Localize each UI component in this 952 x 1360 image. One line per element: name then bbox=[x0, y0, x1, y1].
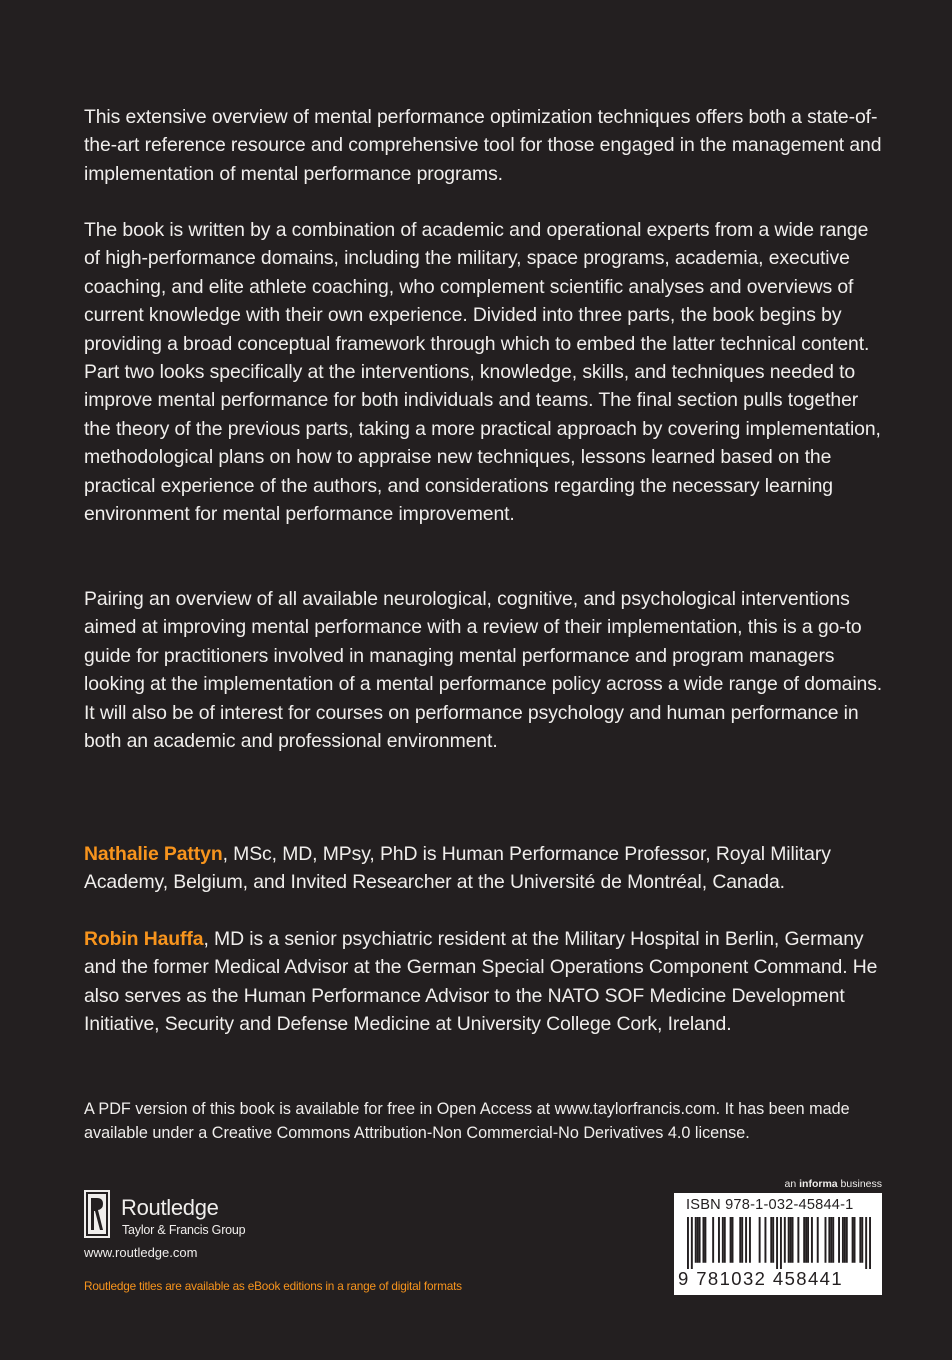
routledge-logo-icon bbox=[84, 1190, 110, 1238]
barcode-bar bbox=[817, 1217, 819, 1263]
author-bio-text-2: , MD is a senior psychiatric resident at the Military Hospital in Berlin, Germany and the former Medical Advisor at the German Special Operations Component Command. He also serves as the Human Performance Advisor to the NATO SOF Medicine Development Initiative, Security and Defense Medicine at University College Cork, Ireland. bbox=[84, 928, 878, 1036]
author-name-2: Robin Hauffa bbox=[84, 928, 204, 950]
barcode-bar bbox=[776, 1217, 778, 1269]
barcode-bar bbox=[807, 1217, 809, 1263]
barcode-box bbox=[674, 1193, 882, 1295]
barcode-bar bbox=[805, 1217, 807, 1263]
barcode-bar bbox=[846, 1217, 848, 1263]
informa-suffix: business bbox=[837, 1178, 882, 1190]
barcode-bar bbox=[695, 1217, 697, 1263]
barcode-bar bbox=[764, 1217, 766, 1263]
author-bio-1 bbox=[84, 840, 884, 897]
barcode-bar bbox=[699, 1217, 701, 1263]
barcode-icon bbox=[687, 1217, 871, 1269]
barcode-bar bbox=[844, 1217, 846, 1263]
author-bio-text-1: , MSc, MD, MPsy, PhD is Human Performance Professor, Royal Military Academy, Belgium, and Invited Researcher at the Université de Montréal, Canada. bbox=[84, 843, 831, 894]
barcode-bar bbox=[745, 1217, 747, 1263]
barcode-bar bbox=[749, 1217, 751, 1263]
barcode-bar bbox=[869, 1217, 871, 1269]
open-access-note: A PDF version of this book is available for free in Open Access at www.taylorfrancis.com. It has been made available under a Creative Commons Attribution-Non Commercial-No Derivatives 4.0 license. bbox=[84, 1100, 850, 1142]
author-bio-2 bbox=[84, 925, 884, 1039]
barcode-bar bbox=[772, 1217, 774, 1263]
barcode-bar bbox=[712, 1217, 714, 1263]
description-paragraph-1: This extensive overview of mental performance optimization techniques offers both a state-of-the-art reference resource and comprehensive tool for those engaged in the management and implementation of mental performance programs. bbox=[84, 106, 882, 185]
publisher-group: Taylor & Francis Group bbox=[122, 1223, 246, 1237]
publisher-name: Routledge bbox=[121, 1195, 219, 1220]
barcode-bar bbox=[832, 1217, 834, 1263]
barcode-bar bbox=[803, 1217, 805, 1263]
barcode-bar bbox=[718, 1217, 720, 1263]
barcode-bar bbox=[861, 1217, 863, 1263]
barcode-bar bbox=[854, 1217, 856, 1263]
author-name-1: Nathalie Pattyn bbox=[84, 843, 223, 865]
barcode-bar bbox=[739, 1217, 741, 1263]
barcode-bar bbox=[759, 1217, 761, 1263]
description-paragraph-2: The book is written by a combination of academic and operational experts from a wide range of high-performance domains, including the military, space programs, academia, executive coaching, and elite athlete coaching, who complement scientific analyses and overviews of current knowledge with their own experience. Divided into three parts, the book begins by providing a broad conceptual framework through which to embed the latter technical content. Part two looks specifically at the interventions, knowledge, skills, and techniques needed to improve mental performance for both individuals and teams. The final section pulls together the theory of the previous parts, taking a more practical approach by covering implementation, methodological plans on how to appraise new techniques, lessons learned based on the practical experience of the authors, and considerations regarding the necessary learning environment for mental performance improvement. bbox=[84, 219, 881, 526]
barcode-bar bbox=[865, 1217, 867, 1269]
barcode-bar bbox=[702, 1217, 704, 1263]
barcode-bar bbox=[838, 1217, 840, 1263]
informa-bold: informa bbox=[799, 1178, 838, 1190]
barcode-bar bbox=[780, 1217, 782, 1269]
barcode-bar bbox=[792, 1217, 794, 1263]
barcode-bar bbox=[797, 1217, 799, 1263]
barcode-bar bbox=[704, 1217, 706, 1263]
publisher-block bbox=[84, 1190, 384, 1270]
barcode-bar bbox=[697, 1217, 699, 1263]
barcode-bar bbox=[784, 1217, 786, 1263]
ean-digits: 9 781032 458441 bbox=[678, 1268, 844, 1289]
description-paragraph-3: Pairing an overview of all available neurological, cognitive, and psychological interventions aimed at improving mental performance with a review of their implementation, this is a go-to guide for practitioners involved in managing mental performance and program managers looking at the implementation of a mental performance policy across a wide range of domains. It will also be of interest for courses on performance psychology and human performance in both an academic and professional environment. bbox=[84, 588, 883, 753]
barcode-bar bbox=[842, 1217, 844, 1263]
barcode-bar bbox=[790, 1217, 792, 1263]
barcode-bar bbox=[724, 1217, 726, 1263]
barcode-bar bbox=[859, 1217, 861, 1263]
isbn-label: ISBN 978-1-032-45844-1 bbox=[686, 1197, 854, 1213]
barcode-bar bbox=[825, 1217, 827, 1263]
barcode-bar bbox=[722, 1217, 724, 1263]
barcode-bar bbox=[770, 1217, 772, 1263]
publisher-url: www.routledge.com bbox=[84, 1245, 198, 1260]
barcode-bar bbox=[788, 1217, 790, 1263]
informa-business-label bbox=[785, 1178, 882, 1190]
barcode-bar bbox=[830, 1217, 832, 1263]
informa-prefix: an bbox=[784, 1178, 800, 1190]
barcode-bar bbox=[687, 1217, 689, 1269]
barcode-bar bbox=[741, 1217, 743, 1263]
barcode-bar bbox=[691, 1217, 693, 1269]
barcode-bar bbox=[811, 1217, 813, 1263]
barcode-bar bbox=[852, 1217, 854, 1263]
ebook-note: Routledge titles are available as eBook editions in a range of digital formats bbox=[84, 1279, 462, 1293]
barcode-bar bbox=[732, 1217, 734, 1263]
barcode-bar bbox=[730, 1217, 732, 1263]
barcode-bar bbox=[828, 1217, 830, 1263]
